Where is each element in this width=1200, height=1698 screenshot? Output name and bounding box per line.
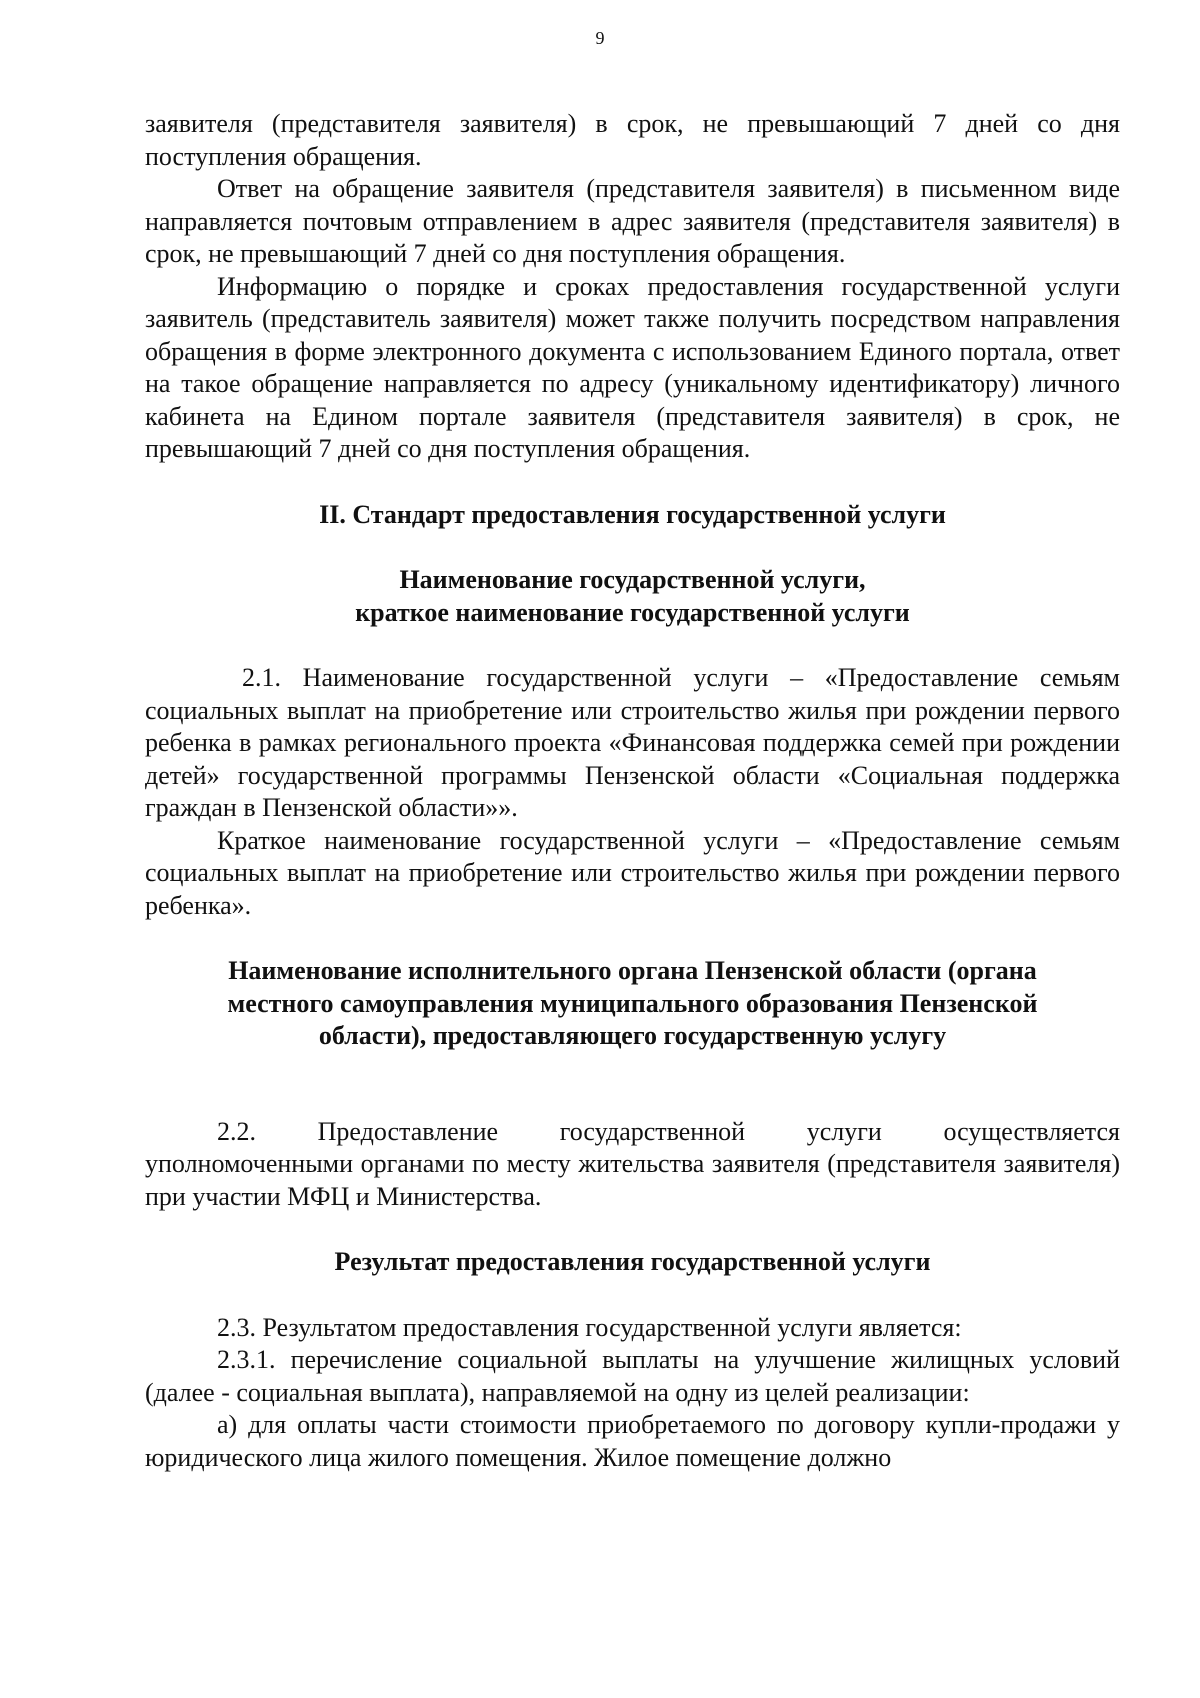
organ-heading: [145, 955, 1120, 1053]
organ-heading-line3: области), предоставляющего государственную услугу: [318, 1021, 947, 1050]
organ-heading-line1: Наименование исполнительного органа Пензенской области (органа: [228, 956, 1037, 985]
paragraph-written-response: Ответ на обращение заявителя (представителя заявителя) в письменном виде направляется почтовым отправлением в адрес заявителя (представителя заявителя) в срок, не превышающий 7 дней со дня поступления обращения.: [145, 174, 1120, 268]
paragraph-2-2-line1: 2.2. Предоставление государственной услуги осуществляется: [217, 1116, 1120, 1146]
organ-heading-line2: местного самоуправления муниципального образования Пензенской: [227, 988, 1038, 1018]
paragraph-continuation: заявителя (представителя заявителя) в срок, не превышающий 7 дней со дня поступления обращения.: [145, 109, 1120, 171]
paragraph-2-2-rest: уполномоченными органами по месту жительства заявителя (представителя заявителя) при участии МФЦ и Министерства.: [145, 1149, 1120, 1211]
result-heading: Результат предоставления государственной услуги: [334, 1247, 931, 1276]
paragraph-2-3: 2.3. Результатом предоставления государственной услуги является:: [217, 1312, 962, 1342]
naming-heading-line1: Наименование государственной услуги,: [399, 565, 866, 594]
paragraph-2-2: [145, 1116, 1120, 1214]
naming-heading-line2: краткое наименование государственной услуги: [355, 597, 910, 627]
paragraph-2-3-1: 2.3.1. перечисление социальной выплаты на улучшение жилищных условий (далее - социальная выплата), направляемой на одну из целей реализации:: [145, 1345, 1120, 1407]
section-title: II. Стандарт предоставления государственной услуги: [319, 499, 946, 529]
naming-heading: [145, 564, 1120, 629]
paragraph-electronic-info: Информацию о порядке и сроках предоставления государственной услуги заявитель (представитель заявителя) может также получить посредством направления обращения в форме электронного документа с использованием Единого портала, ответ на такое обращение направляется по адресу (уникальному идентификатору) личного кабинета на Едином портале заявителя (представителя заявителя) в срок, не превышающий 7 дней со дня поступления обращения.: [145, 271, 1120, 463]
paragraph-2-1: 2.1. Наименование государственной услуги – «Предоставление семьям социальных выплат на приобретение или строительство жилья при рождении первого ребенка в рамках регионального проекта «Финансовая поддержка семей при рождении детей» государственной программы Пензенской области «Социальная поддержка граждан в Пензенской области»».: [145, 663, 1120, 822]
paragraph-a: а) для оплаты части стоимости приобретаемого по договору купли-продажи у юридического лица жилого помещения. Жилое помещение должно: [145, 1410, 1120, 1472]
page-number: 9: [595, 28, 605, 48]
paragraph-short-name: Краткое наименование государственной услуги – «Предоставление семьям социальных выплат на приобретение или строительство жилья при рождении первого ребенка».: [145, 825, 1120, 920]
document-body: [145, 108, 1120, 1474]
